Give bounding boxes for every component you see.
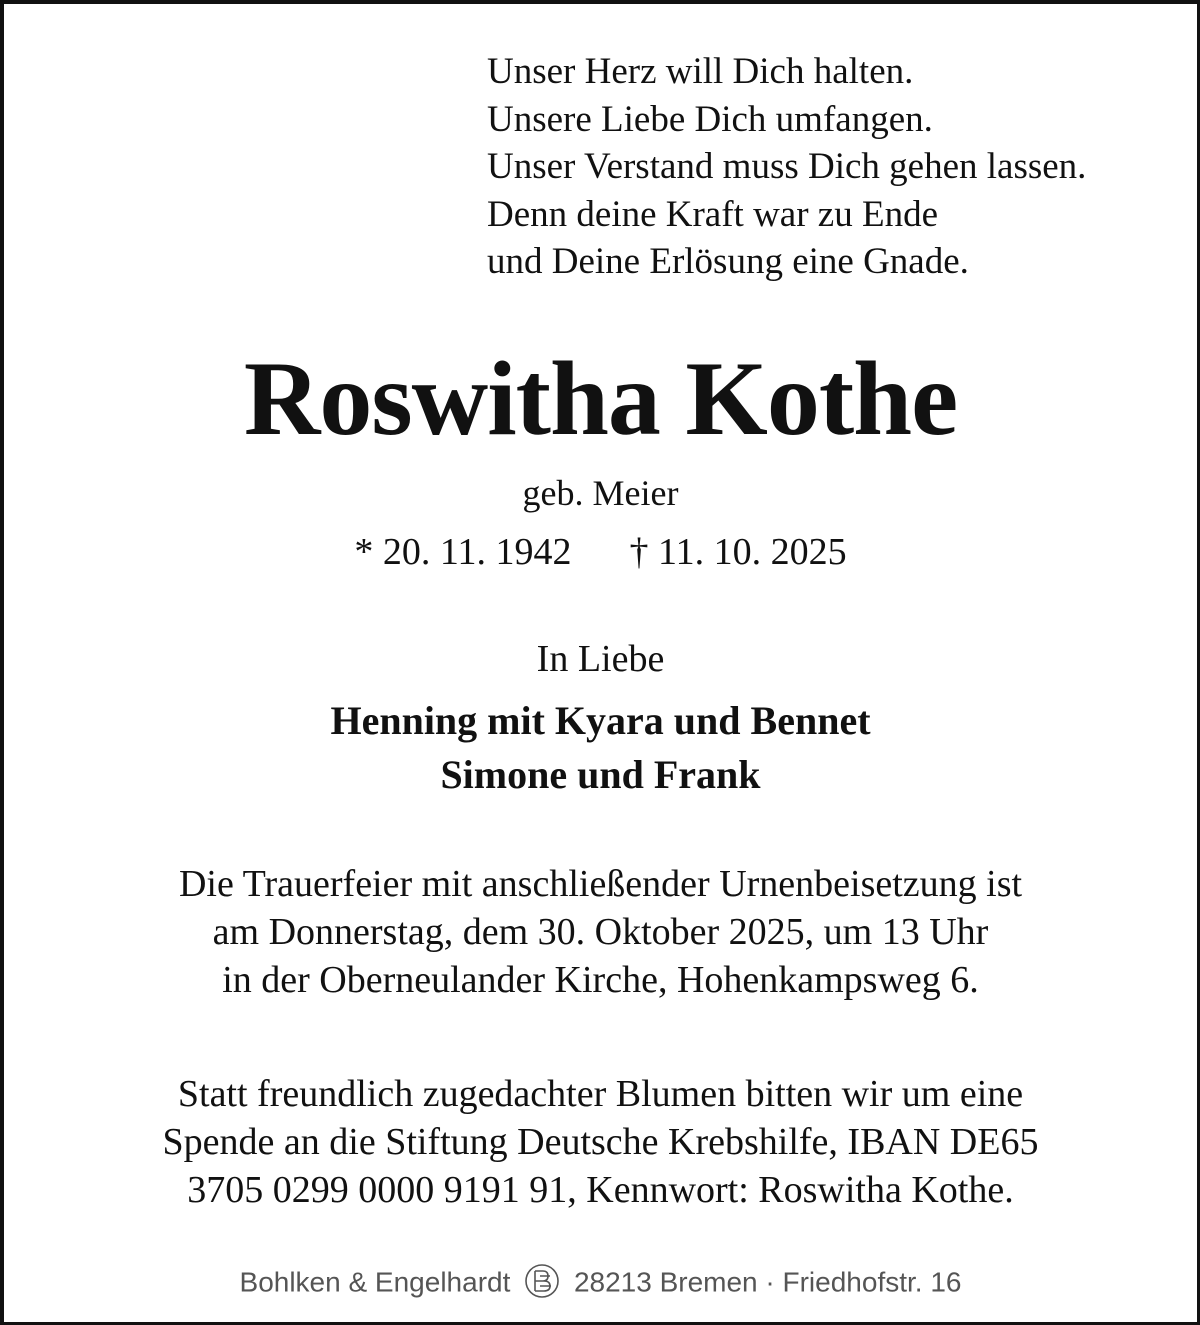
donation-line: Statt freundlich zugedachter Blumen bitten wir um eine <box>177 1073 1024 1115</box>
mourners-line: Henning mit Kyara und Bennet <box>330 698 871 743</box>
funeral-info <box>4 860 1197 1004</box>
funeral-home-footer <box>4 1266 1197 1302</box>
funeral-line: in der Oberneulander Kirche, Hohenkampsweg 6. <box>222 959 979 1001</box>
poem-line: Unser Herz will Dich halten. <box>487 51 914 92</box>
be-monogram-icon <box>524 1263 560 1299</box>
donation-line: 3705 0299 0000 9191 91, Kennwort: Roswitha Kothe. <box>187 1169 1014 1211</box>
funeral-home-address: 28213 Bremen · Friedhofstr. 16 <box>573 1266 962 1298</box>
poem <box>487 48 1086 286</box>
deceased-name: Roswitha Kothe <box>243 340 958 457</box>
poem-line: Unser Verstand muss Dich gehen lassen. <box>487 146 1087 187</box>
mourners <box>4 694 1197 802</box>
mourners-line: Simone und Frank <box>440 752 761 797</box>
birth-date: * 20. 11. 1942 <box>354 531 572 573</box>
funeral-line: am Donnerstag, dem 30. Oktober 2025, um 13 Uhr <box>212 911 989 953</box>
mourners-intro: In Liebe <box>536 638 665 680</box>
funeral-line: Die Trauerfeier mit anschließender Urnenbeisetzung ist <box>178 863 1023 905</box>
poem-line: Unsere Liebe Dich umfangen. <box>487 98 933 140</box>
donation-line: Spende an die Stiftung Deutsche Krebshilfe, IBAN DE65 <box>162 1121 1039 1163</box>
death-date: † 11. 10. 2025 <box>629 531 847 573</box>
birth-name: geb. Meier <box>522 473 679 513</box>
poem-line: und Deine Erlösung eine Gnade. <box>487 241 969 282</box>
donation-info <box>4 1070 1197 1214</box>
funeral-home-name: Bohlken & Engelhardt <box>239 1266 511 1298</box>
life-dates <box>4 530 1197 574</box>
poem-line: Denn deine Kraft war zu Ende <box>487 193 938 235</box>
